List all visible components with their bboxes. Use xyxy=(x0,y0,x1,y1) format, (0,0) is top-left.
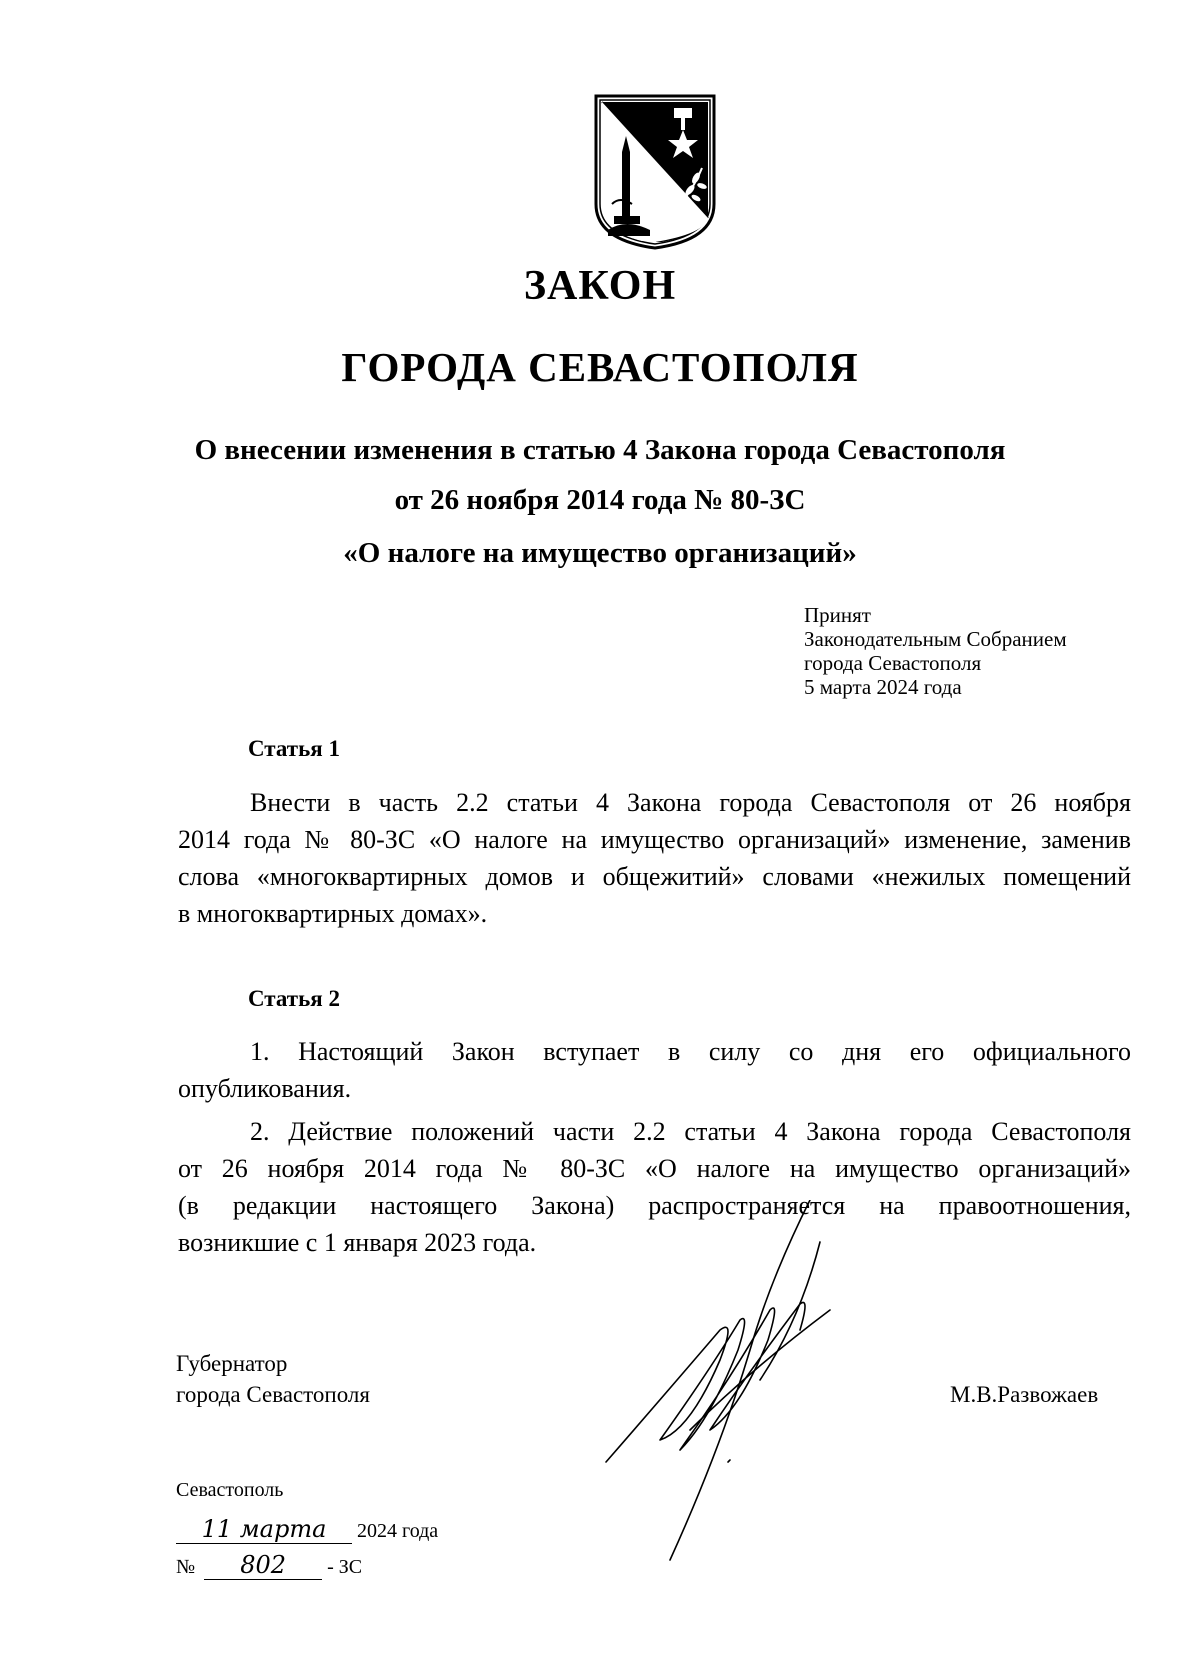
article-1-heading: Статья 1 xyxy=(248,736,340,761)
adoption-note xyxy=(804,603,1067,699)
law-subtitle-line-1: О внесении изменения в статью 4 Закона города Севастополя xyxy=(194,434,1006,466)
article-1-text xyxy=(178,784,1131,932)
law-subtitle-line-2: от 26 ноября 2014 года № 80-ЗС xyxy=(394,484,806,516)
article-1-line: слова «многоквартирных домов и общежитий» словами «нежилых помещений xyxy=(178,862,1131,891)
article-2-item-2-line: (в редакции настоящего Закона) распространяется на правоотношения, xyxy=(178,1191,1131,1220)
article-2-heading: Статья 2 xyxy=(248,986,340,1011)
adoption-line-4: 5 марта 2024 года xyxy=(804,675,962,699)
place-of-signing: Севастополь xyxy=(176,1479,284,1501)
article-1-line: Внести в часть 2.2 статьи 4 Закона города Севастополя от 26 ноября xyxy=(250,788,1131,817)
article-2-item-1-line: опубликования. xyxy=(178,1074,352,1103)
signer-name: М.В.Развожаев xyxy=(950,1382,1099,1407)
law-number xyxy=(176,1551,362,1580)
coat-of-arms-emblem xyxy=(592,92,718,252)
adoption-line-1: Принят xyxy=(804,603,871,627)
adoption-line-3: города Севастополя xyxy=(804,651,982,675)
handwritten-number: 802 xyxy=(204,1551,322,1580)
article-1-line: 2014 года № 80-ЗС «О налоге на имущество организаций» изменение, заменив xyxy=(178,825,1131,854)
signer-position xyxy=(176,1348,370,1410)
handwritten-date: 11 марта xyxy=(176,1515,352,1544)
issuer-title: ГОРОДА СЕВАСТОПОЛЯ xyxy=(341,344,859,390)
number-sign: № xyxy=(176,1556,196,1578)
signer-position-line-1: Губернатор xyxy=(176,1351,288,1376)
article-2-item-1-line: 1. Настоящий Закон вступает в силу со дня его официального xyxy=(250,1037,1131,1066)
document-type-title: ЗАКОН xyxy=(523,263,677,309)
article-1-line: в многоквартирных домах». xyxy=(178,899,488,928)
article-2-item-1 xyxy=(178,1033,1131,1107)
number-suffix: - ЗС xyxy=(327,1556,363,1578)
handwritten-signature xyxy=(600,1200,860,1580)
law-subtitle-line-3: «О налоге на имущество организаций» xyxy=(343,537,857,569)
article-2-item-2-line: от 26 ноября 2014 года № 80-ЗС «О налоге на имущество организаций» xyxy=(178,1154,1131,1183)
signing-year: 2024 года xyxy=(357,1520,439,1542)
article-2-item-2-line: 2. Действие положений части 2.2 статьи 4 Закона города Севастополя xyxy=(250,1117,1131,1146)
article-2-item-2-line: возникшие с 1 января 2023 года. xyxy=(178,1228,537,1257)
adoption-line-2: Законодательным Собранием xyxy=(804,627,1067,651)
signing-date xyxy=(176,1515,438,1544)
signer-position-line-2: города Севастополя xyxy=(176,1382,370,1407)
